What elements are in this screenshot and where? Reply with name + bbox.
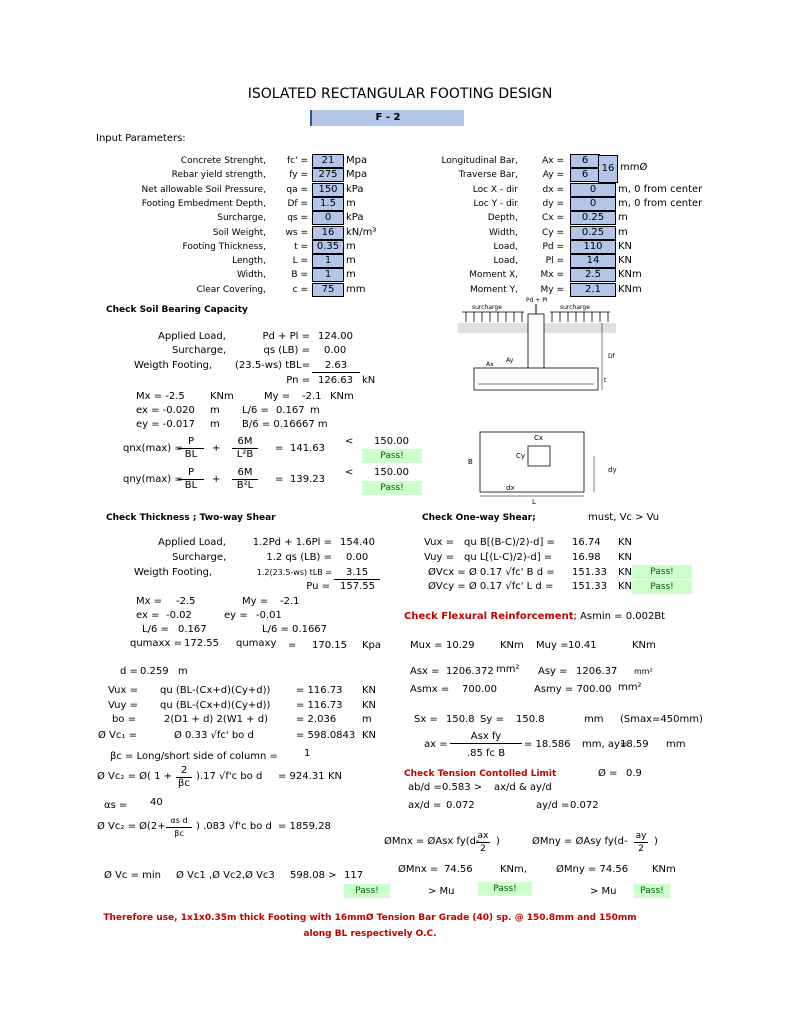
input-unit: m <box>346 255 356 267</box>
conclusion-line-1: Therefore use, 1x1x0.35m thick Footing with 16mmØ Tension Bar Grade (40) sp. @ 150.8mm and 150mm <box>103 913 637 923</box>
input-symbol: fy = <box>289 170 308 181</box>
input-label: Length, <box>232 256 266 267</box>
vux-eq: qu (BL-(Cx+d)(Cy+d)) <box>160 685 271 696</box>
thick-ex: ex = <box>136 610 160 621</box>
bearing-b6: B/6 = 0.16667 m <box>242 419 328 430</box>
footing-id: F - 2 <box>310 110 464 126</box>
bo-eq: 2(D1 + d) 2(W1 + d) <box>164 714 268 725</box>
bo-label: bo = <box>112 714 137 725</box>
qumaxy-eq: = <box>288 640 297 651</box>
input-label: Load, <box>493 256 518 267</box>
surcharge-arrows-right <box>550 312 610 322</box>
mnx-eq: ØMnx = ØAsx fy(d- <box>384 836 480 847</box>
thick-applied-value: 154.40 <box>340 537 375 548</box>
input-label: Clear Covering, <box>196 284 266 295</box>
b-label: B <box>468 458 473 466</box>
mny-frac: $\frac{ay}{2}$ <box>635 831 647 854</box>
input-value-cell[interactable]: 75 <box>312 283 344 297</box>
oneway-vux-unit: KN <box>618 537 633 548</box>
vc3-rest: ) .083 √f'c bo d <box>196 821 272 832</box>
mnx2-value: 74.56 <box>444 864 473 875</box>
bearing-applied-eq: Pd + Pl = <box>262 331 310 342</box>
bearing-ey: ey = -0.017 <box>136 419 196 430</box>
thick-surcharge-eq: 1.2 qs (LB) = <box>266 552 332 563</box>
l-label: L <box>532 498 536 506</box>
qny-frac-p: $\frac{P}{BL}$ <box>178 467 204 492</box>
bearing-my-unit: KNm <box>330 391 354 402</box>
asmy-unit: mm² <box>618 682 642 693</box>
vc-min-right: 117 <box>344 870 364 881</box>
thick-surcharge-label: Surcharge, <box>172 552 227 563</box>
vc1-eq: Ø 0.33 √fc' bo d <box>174 730 254 741</box>
input-symbol: Df = <box>287 198 308 209</box>
sy-value: 150.8 <box>516 714 545 725</box>
page-title: ISOLATED RECTANGULAR FOOTING DESIGN <box>247 86 553 102</box>
thick-weight-label: Weigth Footing, <box>134 567 213 578</box>
qny-eq: = <box>275 474 284 485</box>
mny-close: ) <box>654 836 658 847</box>
thick-applied-label: Applied Load, <box>158 537 226 548</box>
vc2-label: Ø Vc₂ = Ø( 1 + <box>97 771 173 782</box>
input-label: Net allowable Soil Pressure, <box>141 184 266 195</box>
input-label: Footing Embedment Depth, <box>141 198 266 209</box>
ay-value: 18.59 <box>620 739 649 750</box>
input-value-cell[interactable]: 0.25 <box>570 226 616 240</box>
ayd-label: ay/d = <box>536 800 570 811</box>
input-symbol: Ax = <box>542 156 564 166</box>
bearing-l6-value: 0.167 <box>276 405 305 416</box>
surcharge-label-right: surcharge <box>560 304 590 311</box>
cx-label: Cx <box>534 434 544 442</box>
bearing-surcharge-label: Surcharge, <box>172 345 227 356</box>
input-value-cell[interactable]: 6 <box>570 168 600 182</box>
thick-d: d = <box>120 666 138 677</box>
vuy-label: Vuy = <box>108 700 138 711</box>
thick-d-unit: m <box>178 666 188 677</box>
bearing-surcharge-eq: qs (LB) = <box>263 345 310 356</box>
vc-pass-badge: Pass! <box>344 884 390 898</box>
axd-label: ax/d = <box>408 800 442 811</box>
vc-min-list: Ø Vc1 ,Ø Vc2,Ø Vc3 <box>176 870 275 881</box>
input-value-cell[interactable]: 21 <box>312 154 344 168</box>
input-symbol: c = <box>292 284 308 295</box>
input-symbol: Pd = <box>542 241 564 252</box>
thick-d-value: 0.259 <box>140 666 169 677</box>
qny-frac-m: $\frac{6M}{\text{B²L}}$ <box>232 467 258 492</box>
bearing-l6-unit: m <box>310 405 320 416</box>
oneway-vcy-unit: KN <box>618 581 633 592</box>
input-label: Surcharge, <box>217 213 266 224</box>
qumaxx-value: 172.55 <box>184 638 219 649</box>
flex-title: Check Flexural Reinforcement <box>404 611 574 622</box>
thick-title: Check Thickness ; Two-way Shear <box>106 513 276 523</box>
input-symbol: Pl = <box>545 256 564 267</box>
thick-mx-value: -2.5 <box>176 596 196 607</box>
input-unit: Mpa <box>346 155 368 166</box>
surcharge-arrows-left <box>462 312 524 322</box>
mnx-frac: $\frac{ax}{2}$ <box>477 831 489 854</box>
mny-pass-badge: Pass! <box>634 884 670 898</box>
input-value-cell[interactable]: 275 <box>312 168 344 182</box>
thick-weight-value: 3.15 <box>334 567 380 580</box>
ax-label: ax = <box>424 739 448 750</box>
ay-label: Ay <box>506 357 514 364</box>
mux-unit: KNm <box>500 640 524 651</box>
asmy: Asmy = 700.00 <box>534 684 612 695</box>
mnx-close: ) <box>496 836 500 847</box>
column-plan <box>528 446 550 466</box>
abd-value: 0.583 > <box>442 782 483 793</box>
thick-mx: Mx = <box>136 596 163 607</box>
asx-value: 1206.372 <box>446 666 494 677</box>
thick-my: My = <box>242 596 269 607</box>
input-unit: m <box>618 212 628 224</box>
input-unit: m, 0 from center <box>618 183 703 195</box>
ayd-value: 0.072 <box>570 800 599 811</box>
flex-asmin: ; Asmin = 0.002Bt <box>573 611 666 622</box>
ax-label: Ax <box>486 361 494 368</box>
input-symbol: Ay = <box>542 170 564 181</box>
mnx-pass-badge: Pass! <box>478 882 532 896</box>
input-unit: kN/m³ <box>346 226 377 238</box>
bearing-my-value: -2.1 <box>302 391 322 402</box>
input-value-cell[interactable]: 6 <box>570 154 600 168</box>
sx-value: 150.8 <box>446 714 475 725</box>
s-unit: mm <box>584 714 604 725</box>
input-value-cell[interactable]: 0 <box>312 211 344 225</box>
qumaxy-unit: Kpa <box>362 640 382 651</box>
oneway-title: Check One-way Shear; <box>422 513 536 523</box>
footing-section <box>474 368 598 390</box>
input-label: Traverse Bar, <box>458 170 518 181</box>
muy-value: 10.41 <box>568 640 597 651</box>
bearing-pn-value: 126.63 <box>318 375 353 386</box>
mux-value: 10.29 <box>446 640 475 651</box>
input-label: Soil Weight, <box>212 227 266 238</box>
thick-l6: L/6 = <box>142 624 169 635</box>
vux-unit: KN <box>362 685 377 696</box>
input-value-cell[interactable]: 1.5 <box>312 197 344 211</box>
thick-applied-eq: 1.2Pd + 1.6Pl = <box>252 537 332 548</box>
alpha-s-label: αs = <box>104 800 128 811</box>
axd-value: 0.072 <box>446 800 475 811</box>
input-value-cell[interactable]: 16 <box>312 226 344 240</box>
qnx-capacity: 150.00 <box>374 436 409 447</box>
qny-lt: < <box>345 467 354 478</box>
asmx-label: Asmx = <box>410 684 450 695</box>
input-value-cell[interactable]: 1 <box>312 254 344 268</box>
qny-value: 139.23 <box>290 474 325 485</box>
mnx2-label: ØMnx = <box>398 864 439 875</box>
thick-pu-value: 157.55 <box>340 581 375 592</box>
oneway-vcy-value: 151.33 <box>572 581 607 592</box>
input-value-cell[interactable]: 150 <box>312 183 344 197</box>
oneway-vux-label: Vux = <box>424 537 454 548</box>
mny-gt-mu: > Mu <box>590 886 617 897</box>
input-value-cell[interactable]: 14 <box>570 254 616 268</box>
vc1-value: = 598.0843 <box>296 730 356 741</box>
bearing-applied-label: Applied Load, <box>158 331 226 342</box>
asy-unit: mm² <box>634 667 653 676</box>
qumaxx-label: qumaxx = <box>130 638 182 649</box>
abd-compare: ax/d & ay/d <box>494 782 552 793</box>
input-unit: KNm <box>618 269 642 281</box>
input-unit: KN <box>618 240 633 252</box>
thick-weight-eq: 1.2(23.5-ws) tLB = <box>256 568 332 577</box>
qnx-label: qnx(max) = <box>123 443 183 454</box>
tension-title: Check Tension Contolled Limit <box>404 769 557 779</box>
conclusion-line-2: along BL respectively O.C. <box>303 929 437 939</box>
input-label: Loc Y - dir <box>473 198 518 209</box>
qny-pass-badge: Pass! <box>362 481 422 495</box>
vc2-value: = 924.31 <box>278 771 325 782</box>
bar-dia-unit: mmØ <box>620 162 648 173</box>
vc2-rest: ).17 √f'c bo d <box>196 771 263 782</box>
input-value-cell[interactable]: 2.1 <box>570 283 616 297</box>
asx-unit: mm² <box>496 664 520 675</box>
vux-value: = 116.73 <box>296 685 343 696</box>
smax: (Smax=450mm) <box>620 714 703 725</box>
bearing-surcharge-value: 0.00 <box>324 345 347 356</box>
vc1-unit: KN <box>362 730 377 741</box>
qnx-pass-badge: Pass! <box>362 449 422 463</box>
input-label: Moment Y, <box>469 284 518 295</box>
input-symbol: Cx = <box>541 213 564 224</box>
mnx2-unit: KNm, <box>500 864 527 875</box>
df-label: Df <box>608 353 615 360</box>
input-header: Input Parameters: <box>96 133 186 144</box>
ax-value: = 18.586 <box>524 739 571 750</box>
input-symbol: fc' = <box>287 156 308 166</box>
oneway-vcx-unit: KN <box>618 567 633 578</box>
ay-unit: mm <box>666 739 686 750</box>
oneway-vuy-value: 16.98 <box>572 552 601 563</box>
footing-section-figure <box>456 296 618 400</box>
qnx-eq: = <box>275 443 284 454</box>
flex-title-row <box>404 611 665 623</box>
input-label: Width, <box>488 227 518 238</box>
thick-ex-value: -0.02 <box>166 610 192 621</box>
bearing-applied-value: 124.00 <box>318 331 353 342</box>
asx-label: Asx = <box>410 666 440 677</box>
phi-value: 0.9 <box>626 768 642 779</box>
sx-label: Sx = <box>414 714 438 725</box>
vc3-frac: $\frac{\text{αs d}}{\beta c}$ <box>166 815 192 840</box>
vc3-value: = 1859.28 <box>278 821 331 832</box>
input-unit: m <box>346 269 356 281</box>
asmx-value: 700.00 <box>462 684 497 695</box>
bc-label: βc = Long/short side of column = <box>110 751 278 762</box>
oneway-vuy-eq: qu L[(L-C)/2)-d] = <box>464 552 553 563</box>
input-unit: kPa <box>346 183 364 195</box>
mux-label: Mux = <box>410 640 443 651</box>
input-symbol: ws = <box>285 227 308 238</box>
vc-min-value: 598.08 > <box>290 870 337 881</box>
oneway-vcy-pass-badge: Pass! <box>632 580 692 594</box>
phi-label: Ø = <box>598 768 618 779</box>
bo-unit: m <box>362 714 372 725</box>
sy-label: Sy = <box>480 714 504 725</box>
bar-dia-cell[interactable]: 16 <box>598 155 618 183</box>
input-label: Loc X - dir <box>472 184 518 195</box>
oneway-vcx-value: 151.33 <box>572 567 607 578</box>
mny2: ØMny = 74.56 <box>556 864 629 875</box>
load-label: Pd + Pl <box>526 297 548 304</box>
ay-label: mm, ay= <box>582 739 629 750</box>
thick-l6-value: 0.167 <box>178 624 207 635</box>
qnx-frac-p: $\frac{P}{BL}$ <box>178 436 204 461</box>
oneway-vcy-eq: ØVcy = Ø 0.17 √fc' L d = <box>428 581 554 592</box>
oneway-vuy-unit: KN <box>618 552 633 563</box>
input-symbol: t = <box>294 241 308 252</box>
oneway-must: must, Vc > Vu <box>588 512 660 523</box>
input-value-cell[interactable]: 1 <box>312 268 344 282</box>
input-symbol: My = <box>540 284 564 295</box>
thick-my-value: -2.1 <box>280 596 300 607</box>
input-label: Width, <box>236 270 266 281</box>
input-value-cell[interactable]: 0 <box>570 197 616 211</box>
dx-label: dx <box>506 484 515 492</box>
bearing-l6: L/6 = <box>242 405 269 416</box>
input-unit: KNm <box>618 283 642 295</box>
input-symbol: qs = <box>287 213 308 224</box>
t-label: t <box>604 377 607 384</box>
bo-value: = 2.036 <box>296 714 337 725</box>
input-unit: m, 0 from center <box>618 197 703 209</box>
vc1-label: Ø Vc₁ = <box>98 730 137 741</box>
ax-frac: Asx fy .85 fc B <box>450 731 522 760</box>
input-unit: m <box>618 226 628 238</box>
qumaxy-value: 170.15 <box>312 640 347 651</box>
qnx-plus: + <box>212 443 221 454</box>
bearing-mx: Mx = -2.5 <box>136 391 185 402</box>
input-label: Footing Thickness, <box>182 241 266 252</box>
qny-capacity: 150.00 <box>374 467 409 478</box>
input-unit: mm <box>346 283 366 295</box>
vc2-unit: KN <box>328 771 343 782</box>
thick-ey: ey = <box>224 610 248 621</box>
input-symbol: Mx = <box>540 270 564 281</box>
qumaxy-label: qumaxy <box>236 638 277 649</box>
bearing-my: My = <box>264 391 291 402</box>
input-unit: m <box>346 197 356 209</box>
qny-label: qny(max) = <box>123 474 183 485</box>
bearing-pn-eq: Pn = <box>286 375 310 386</box>
oneway-vux-eq: qu B[(B-C)/2)-d] = <box>464 537 555 548</box>
input-label: Moment X, <box>469 270 518 281</box>
oneway-vcx-eq: ØVcx = Ø 0.17 √fc' B d = <box>428 567 555 578</box>
input-unit: m <box>346 240 356 252</box>
thick-surcharge-value: 0.00 <box>346 552 369 563</box>
input-label: Depth, <box>487 213 518 224</box>
qnx-value: 141.63 <box>290 443 325 454</box>
qny-plus: + <box>212 474 221 485</box>
surcharge-label-left: surcharge <box>472 304 502 311</box>
vux-label: Vux = <box>108 685 138 696</box>
bearing-ex: ex = -0.020 <box>136 405 195 416</box>
thick-ey-value: -0.01 <box>256 610 282 621</box>
qnx-lt: < <box>345 436 354 447</box>
bearing-ey-unit: m <box>210 419 220 430</box>
oneway-vcx-pass-badge: Pass! <box>632 565 692 579</box>
input-value-cell[interactable]: 0.25 <box>570 211 616 225</box>
mnx-gt-mu: > Mu <box>428 886 455 897</box>
mny-eq: ØMny = ØAsy fy(d- <box>532 836 628 847</box>
vuy-value: = 116.73 <box>296 700 343 711</box>
asy-label: Asy = <box>538 666 568 677</box>
cy-label: Cy <box>516 452 526 460</box>
bearing-weight-eq: (23.5-ws) tBL= <box>235 360 310 371</box>
vuy-eq: qu (BL-(Cx+d)(Cy+d)) <box>160 700 271 711</box>
vuy-unit: KN <box>362 700 377 711</box>
qnx-frac-m: $\frac{6M}{\text{L²B}}$ <box>232 436 258 461</box>
thick-pu-eq: Pu = <box>306 581 330 592</box>
input-unit: Mpa <box>346 169 368 181</box>
dy-label: dy <box>608 466 617 474</box>
asy-value: 1206.37 <box>576 666 618 677</box>
input-symbol: dx = <box>542 184 564 195</box>
input-label: Concrete Strenght, <box>180 156 266 166</box>
oneway-vuy-label: Vuy = <box>424 552 454 563</box>
input-unit: KN <box>618 255 633 267</box>
bearing-ex-unit: m <box>210 405 220 416</box>
input-unit: kPa <box>346 212 364 224</box>
vc3-label: Ø Vc₂ = Ø(2+ <box>97 821 166 832</box>
alpha-s-value: 40 <box>150 797 163 808</box>
input-label: Load, <box>493 241 518 252</box>
vc-min-label: Ø Vc = min <box>104 870 161 881</box>
bearing-pn-unit: kN <box>362 375 376 386</box>
vc2-frac: $\frac{2}{\beta c}$ <box>176 765 192 790</box>
bc-value: 1 <box>304 748 311 759</box>
muy-label: Muy = <box>536 640 569 651</box>
oneway-vux-value: 16.74 <box>572 537 601 548</box>
input-symbol: Cy = <box>541 227 564 238</box>
abd-label: ab/d = <box>408 782 442 793</box>
input-symbol: L = <box>292 256 308 267</box>
muy-unit: KNm <box>632 640 656 651</box>
input-value-cell[interactable]: 2.5 <box>570 268 616 282</box>
input-label: Longitudinal Bar, <box>441 156 518 166</box>
footing-plan-figure <box>462 424 617 510</box>
mny2-unit: KNm <box>652 864 676 875</box>
bearing-weight-value: 2.63 <box>312 360 360 373</box>
input-value-cell[interactable]: 0.35 <box>312 240 344 254</box>
bearing-weight-label: Weigth Footing, <box>134 360 213 371</box>
thick-l6b: L/6 = 0.1667 <box>262 624 328 635</box>
input-symbol: dy = <box>542 198 564 209</box>
input-value-cell[interactable]: 110 <box>570 240 616 254</box>
input-symbol: qa = <box>286 184 308 195</box>
input-label: Rebar yield strength, <box>171 170 266 181</box>
input-symbol: B = <box>291 270 308 281</box>
bearing-title: Check Soil Bearing Capacity <box>106 305 248 315</box>
bearing-mx-unit: KNm <box>210 391 234 402</box>
input-value-cell[interactable]: 0 <box>570 183 616 197</box>
